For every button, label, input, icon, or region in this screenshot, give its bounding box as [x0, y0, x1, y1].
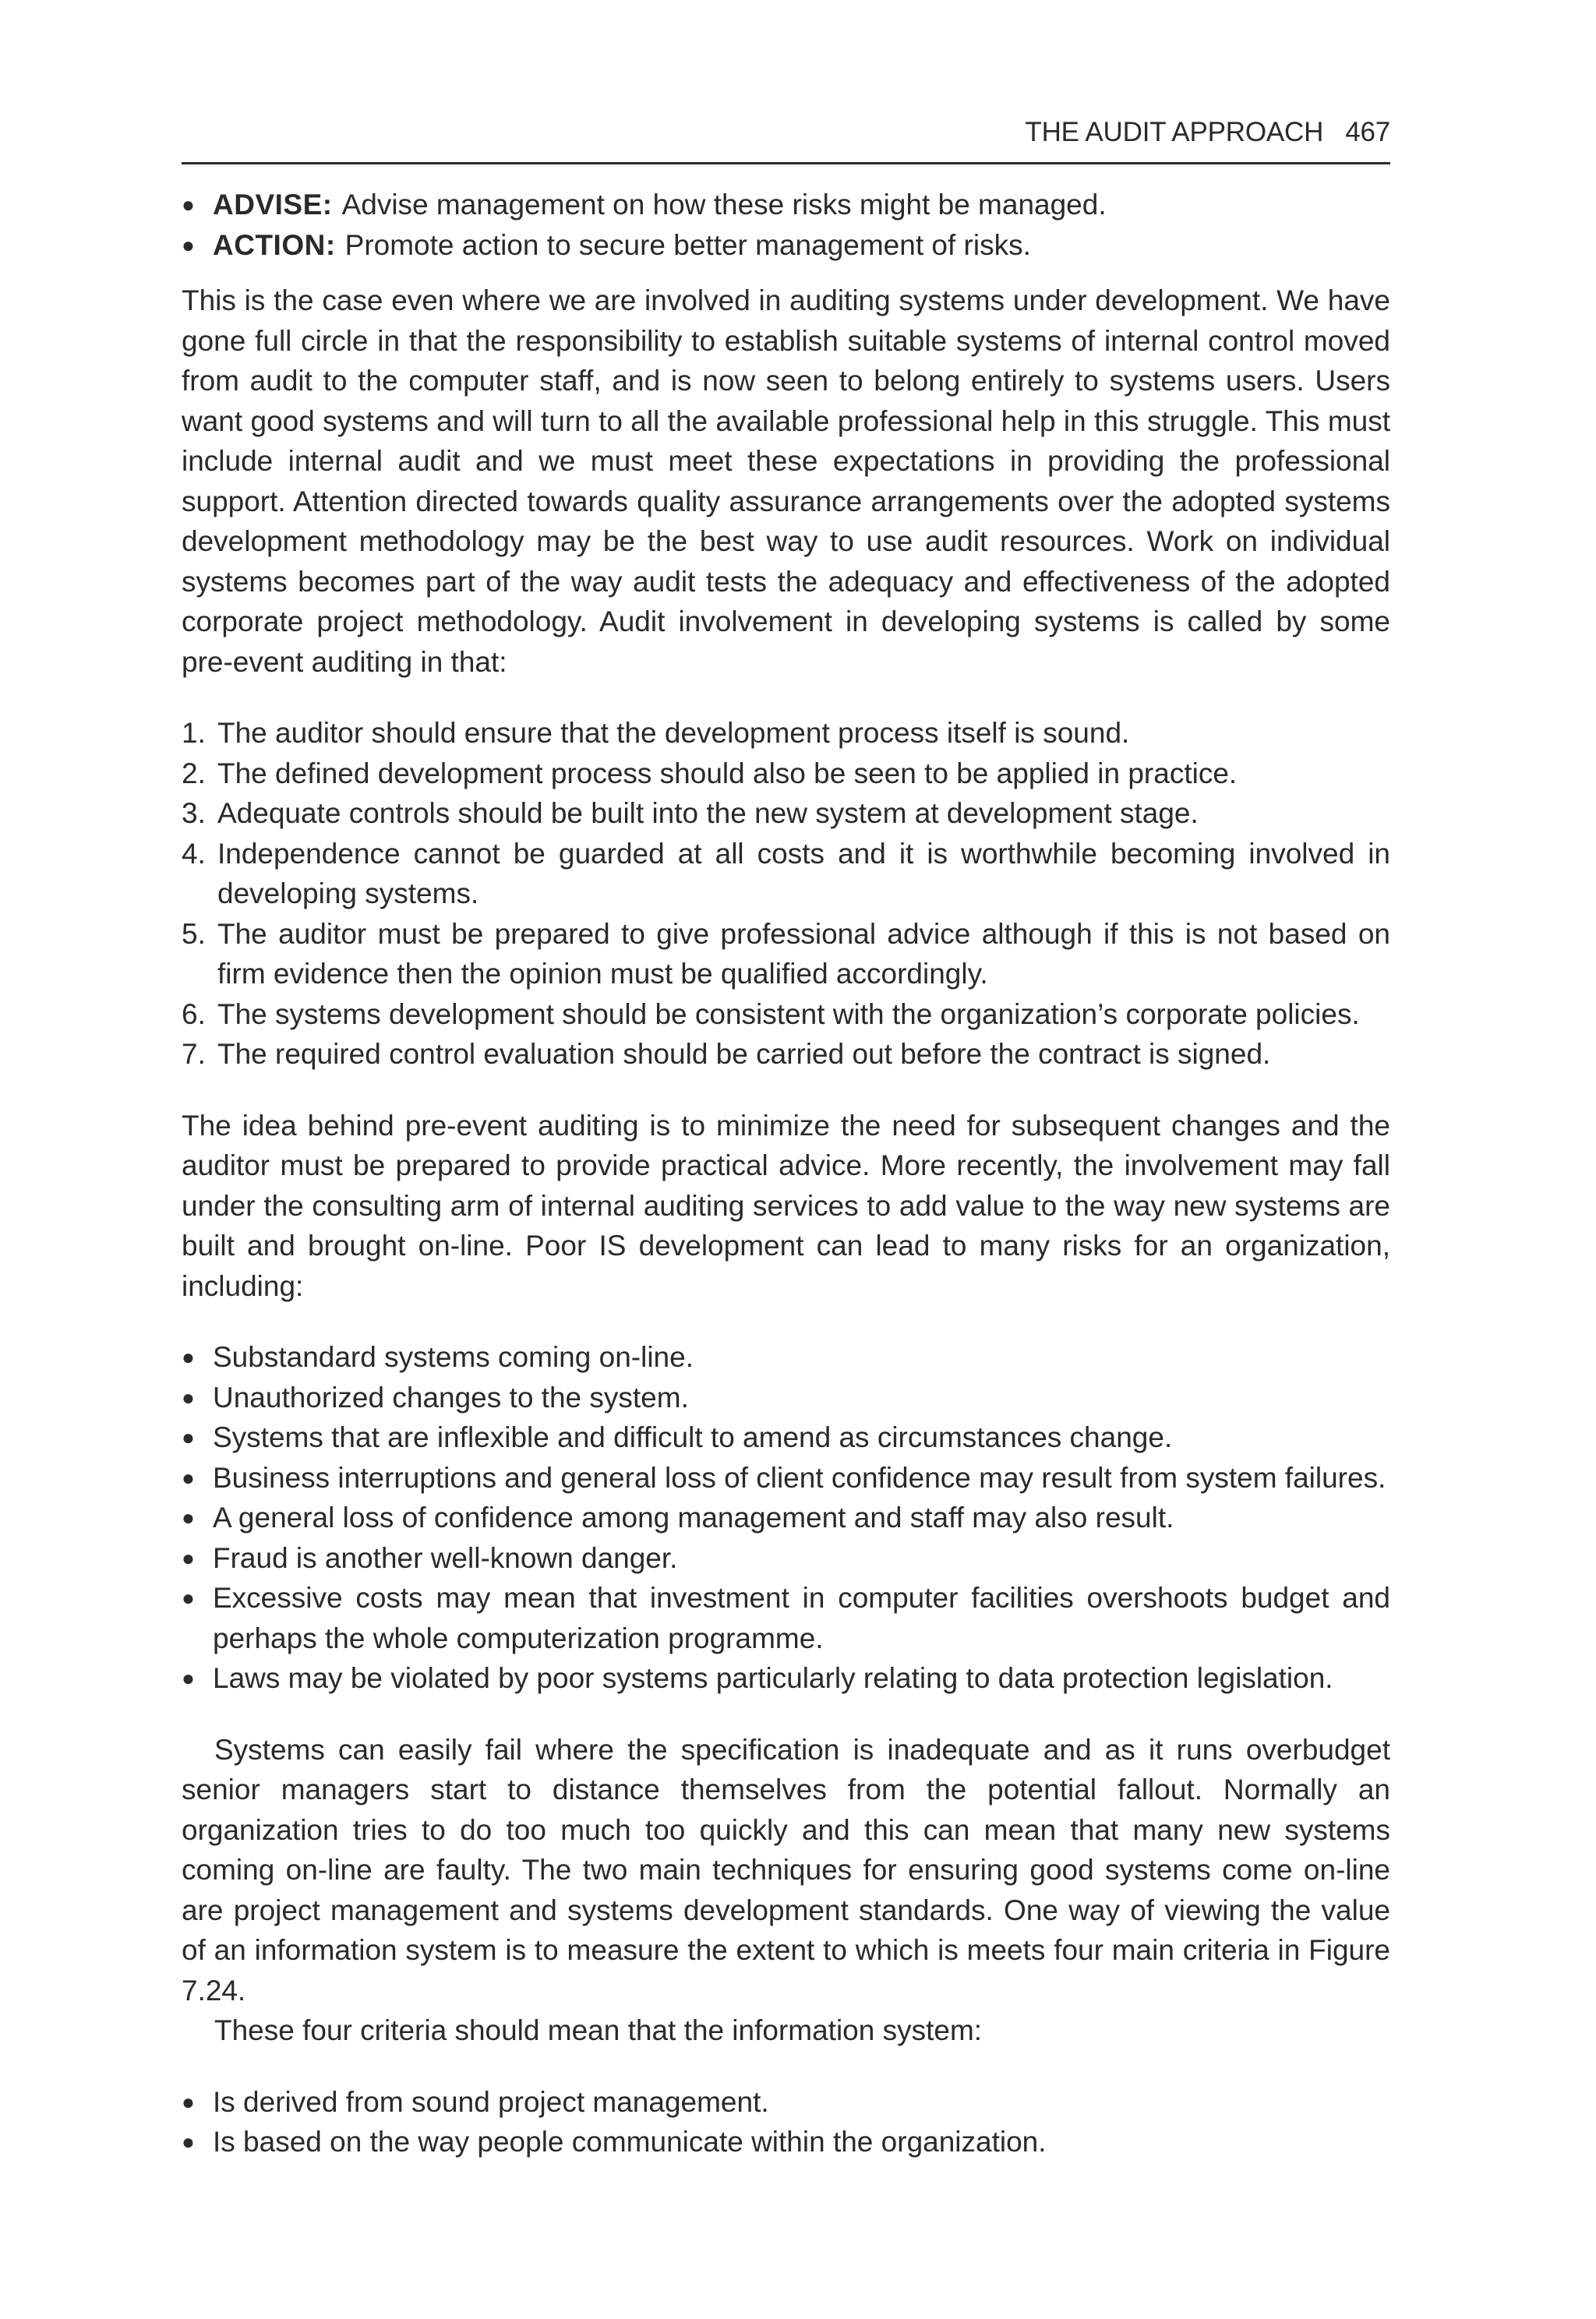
- list-item-text: Is derived from sound project management.: [213, 2085, 769, 2118]
- list-item: [182, 2082, 1390, 2123]
- running-header: [182, 117, 1390, 164]
- list-item: [182, 2122, 1390, 2162]
- list-item-text: Substandard systems coming on-line.: [213, 1341, 694, 1373]
- bullet-icon: ●: [182, 1666, 195, 1690]
- bullet-icon: ●: [182, 1505, 195, 1530]
- page-number: 467: [1345, 117, 1390, 147]
- list-item-text: Systems that are inflexible and difficult to amend as circumstances change.: [213, 1421, 1173, 1453]
- list-item-text: Laws may be violated by poor systems particularly relating to data protection legislation.: [213, 1662, 1333, 1694]
- bullet-icon: ●: [182, 1425, 195, 1449]
- list-item-text: The auditor must be prepared to give professional advice although if this is not based on firm evidence then the opinion must be qualified accordingly.: [217, 917, 1390, 990]
- paragraph-systems-failure: Systems can easily fail where the specification is inadequate and as it runs overbudget senior managers start to distance themselves from the potential fallout. Normally an organization tries to do too much too quickly and this can mean that many new systems coming on-line are faulty. The two main techniques for ensuring good systems come on-line are project management and systems development standards. One way of viewing the value of an information system is to measure the extent to which is meets four main criteria in Figure 7.24.: [182, 1733, 1390, 2007]
- list-item: [182, 834, 1390, 914]
- list-item-text: Excessive costs may mean that investment in computer facilities overshoots budget and perhaps the whole computerization programme.: [213, 1582, 1390, 1654]
- list-item-text: A general loss of confidence among management and staff may also result.: [213, 1502, 1174, 1534]
- advise-text: Advise management on how these risks might be managed.: [341, 189, 1107, 221]
- bullet-icon: ●: [182, 1586, 195, 1610]
- list-item-text: Independence cannot be guarded at all costs and it is worthwhile becoming involved in developing systems.: [217, 837, 1390, 909]
- list-item-text: The defined development process should also be seen to be applied in practice.: [217, 757, 1238, 789]
- bullet-icon: ●: [182, 1545, 195, 1570]
- paragraph-systems-under-development: This is the case even where we are involved in auditing systems under development. We have gone full circle in that the responsibility to establish suitable systems of internal control moved from audit to the computer staff, and is now seen to belong entirely to systems users. Users want good systems and will turn to all the available professional help in this struggle. This must include internal audit and we must meet these expectations in providing the professional support. Attention directed towards quality assurance arrangements over the adopted systems development methodology may be the best way to use audit resources. Work on individual systems becomes part of the way audit tests the adequacy and effectiveness of the adopted corporate project methodology. Audit involvement in developing systems is called by some pre-event auditing in that:: [182, 284, 1390, 678]
- advise-keyword: ADVISE:: [213, 189, 333, 221]
- bullet-icon: ●: [182, 2130, 195, 2154]
- paragraph-four-criteria: These four criteria should mean that the information system:: [214, 2014, 983, 2046]
- list-item: [182, 1337, 1390, 1378]
- list-item: [182, 914, 1390, 994]
- list-item: [182, 793, 1390, 834]
- running-head-title: THE AUDIT APPROACH: [1025, 117, 1324, 147]
- paragraph-pre-event-auditing: The idea behind pre-event auditing is to minimize the need for subsequent changes and the auditor must be prepared to provide practical advice. More recently, the involvement may fall under the consulting arm of internal auditing services to add value to the way new systems are built and brought on-line. Poor IS development can lead to many risks for an organization, including:: [182, 1109, 1390, 1302]
- list-item-text: Unauthorized changes to the system.: [213, 1381, 689, 1414]
- list-item: [182, 1034, 1390, 1075]
- bullet-icon: ●: [182, 1465, 195, 1490]
- intro-bullet-list: [182, 185, 1390, 265]
- action-keyword: ACTION:: [213, 228, 336, 261]
- list-item: [182, 1417, 1390, 1458]
- list-item: [182, 1378, 1390, 1418]
- pre-event-auditing-list: [182, 713, 1390, 1075]
- list-number: 1.: [182, 717, 206, 749]
- bullet-icon: ●: [182, 1385, 195, 1410]
- bullet-icon: ●: [182, 192, 195, 217]
- action-text: Promote action to secure better management of risks.: [344, 228, 1031, 261]
- list-item-text: The auditor should ensure that the development process itself is sound.: [217, 717, 1130, 749]
- bullet-icon: ●: [182, 1345, 195, 1369]
- criteria-bullet-list: [182, 2082, 1390, 2162]
- list-number: 4.: [182, 837, 206, 870]
- list-item: [182, 1538, 1390, 1579]
- risk-bullet-list: [182, 1337, 1390, 1699]
- list-item: [182, 713, 1390, 754]
- list-item-text: The required control evaluation should be carried out before the contract is signed.: [217, 1038, 1271, 1070]
- list-item-text: Adequate controls should be built into the new system at development stage.: [217, 797, 1199, 829]
- list-number: 7.: [182, 1038, 206, 1070]
- list-item: [182, 1658, 1390, 1699]
- list-number: 5.: [182, 917, 206, 950]
- bullet-icon: ●: [182, 232, 195, 257]
- list-number: 6.: [182, 997, 206, 1030]
- book-page: [182, 117, 1390, 2162]
- list-item: [182, 1458, 1390, 1498]
- list-item: [182, 1578, 1390, 1658]
- bullet-icon: ●: [182, 2089, 195, 2114]
- list-item-text: Business interruptions and general loss of client confidence may result from system failures.: [213, 1461, 1386, 1494]
- list-item-text: Fraud is another well-known danger.: [213, 1541, 678, 1574]
- list-item: [182, 225, 1390, 266]
- page-content: [182, 185, 1390, 2162]
- list-number: 3.: [182, 797, 206, 829]
- list-item: [182, 185, 1390, 225]
- list-item: [182, 994, 1390, 1035]
- list-item: [182, 1498, 1390, 1538]
- list-item-text: The systems development should be consistent with the organization’s corporate policies.: [217, 997, 1360, 1030]
- list-item: [182, 754, 1390, 794]
- list-number: 2.: [182, 757, 206, 789]
- list-item-text: Is based on the way people communicate within the organization.: [213, 2126, 1047, 2158]
